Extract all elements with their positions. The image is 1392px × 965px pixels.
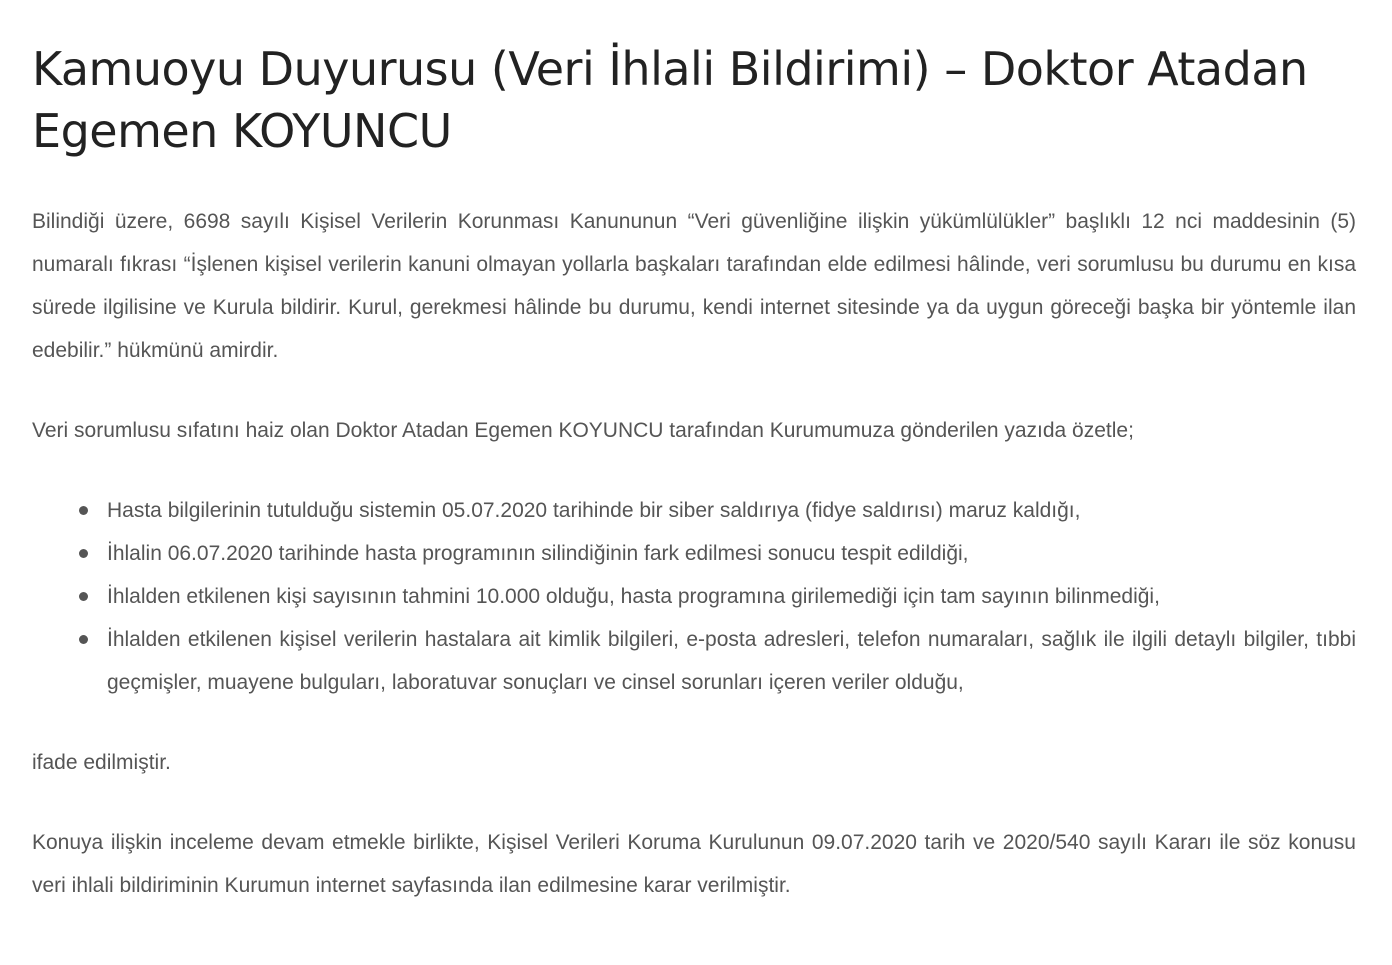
article: [32, 38, 1356, 907]
list-item-text: İhlalden etkilenen kişi sayısının tahmini 10.000 olduğu, hasta programına girilemediği için tam sayının bilinmediği,: [107, 585, 1160, 608]
bullet-dot-icon: [79, 635, 88, 644]
list-item: [107, 575, 1356, 618]
list-item: [107, 489, 1356, 532]
paragraph-board-decision: Konuya ilişkin inceleme devam etmekle birlikte, Kişisel Verileri Koruma Kurulunun 09.07.2020 tarih ve 2020/540 sayılı Kararı ile söz konusu veri ihlali bildiriminin Kurumun internet sayfasında ilan edilmesine karar verilmiştir.: [32, 831, 1356, 897]
list-item-text: İhlalden etkilenen kişisel verilerin hastalara ait kimlik bilgileri, e-posta adresleri, telefon numaraları, sağlık ile ilgili detaylı bilgiler, tıbbi geçmişler, muayene bulguları, laboratuvar sonuçları ve cinsel sorunları içeren veriler olduğu,: [107, 628, 1356, 694]
bullet-dot-icon: [79, 506, 88, 515]
paragraph-summary-intro: Veri sorumlusu sıfatını haiz olan Doktor Atadan Egemen KOYUNCU tarafından Kurumumuza gönderilen yazıda özetle;: [32, 419, 1134, 442]
list-item: [107, 618, 1356, 704]
paragraph-legal-basis: Bilindiği üzere, 6698 sayılı Kişisel Verilerin Korunması Kanununun “Veri güvenliğine ilişkin yükümlülükler” başlıklı 12 nci maddesinin (5) numaralı fıkrası “İşlenen kişisel verilerin kanuni olmayan yollarla başkaları tarafından elde edilmesi hâlinde, veri sorumlusu bu durumu en kısa sürede ilgilisine ve Kurula bildirir. Kurul, gerekmesi hâlinde bu durumu, kendi internet sitesinde ya da uygun göreceği başka bir yöntemle ilan edebilir.” hükmünü amirdir.: [32, 210, 1356, 362]
breach-details-list: [32, 489, 1356, 704]
bullet-dot-icon: [79, 549, 88, 558]
page-title: Kamuoyu Duyurusu (Veri İhlali Bildirimi) – Doktor Atadan Egemen KOYUNCU: [32, 42, 1308, 158]
bullet-dot-icon: [79, 592, 88, 601]
list-item: [107, 532, 1356, 575]
list-item-text: Hasta bilgilerinin tutulduğu sistemin 05.07.2020 tarihinde bir siber saldırıya (fidye saldırısı) maruz kaldığı,: [107, 499, 1081, 522]
list-item-text: İhlalin 06.07.2020 tarihinde hasta programının silindiğinin fark edilmesi sonucu tespit edildiği,: [107, 542, 969, 565]
paragraph-conclusion: ifade edilmiştir.: [32, 751, 171, 774]
